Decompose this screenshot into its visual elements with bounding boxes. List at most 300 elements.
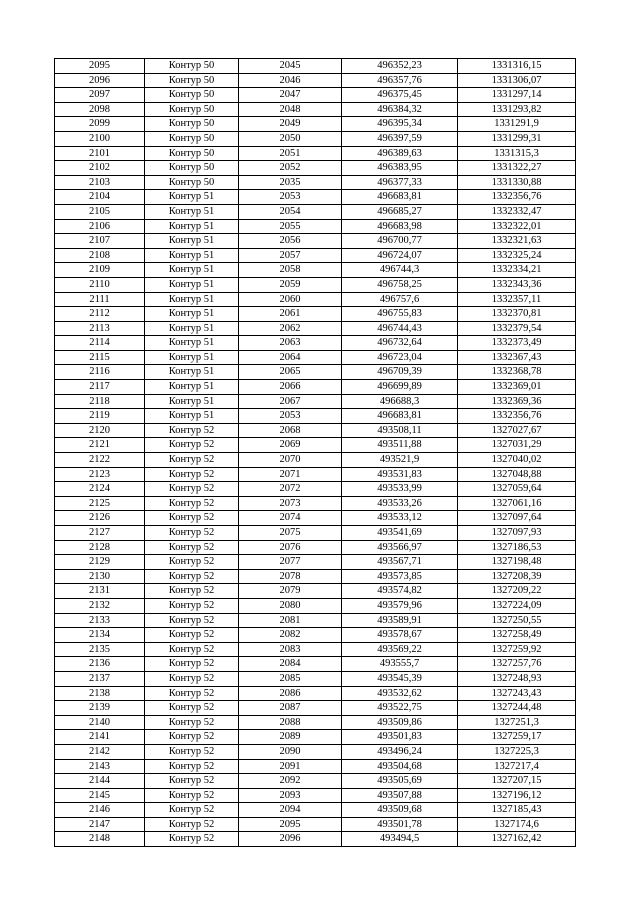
x-coordinate-cell: 493508,11 (342, 423, 458, 438)
x-coordinate-cell: 496683,81 (342, 409, 458, 424)
row-number-cell: 2128 (55, 540, 145, 555)
table-row (55, 482, 576, 497)
row-number-cell: 2120 (55, 423, 145, 438)
contour-cell: Контур 52 (145, 759, 239, 774)
contour-cell: Контур 52 (145, 598, 239, 613)
row-number-cell: 2143 (55, 759, 145, 774)
contour-cell: Контур 50 (145, 146, 239, 161)
point-number-cell: 2080 (239, 598, 342, 613)
table-row (55, 117, 576, 132)
point-number-cell: 2071 (239, 467, 342, 482)
x-coordinate-cell: 493579,96 (342, 598, 458, 613)
contour-cell: Контур 51 (145, 336, 239, 351)
row-number-cell: 2122 (55, 453, 145, 468)
y-coordinate-cell: 1331293,82 (458, 102, 576, 117)
contour-cell: Контур 52 (145, 803, 239, 818)
table-row (55, 307, 576, 322)
table-row (55, 350, 576, 365)
contour-cell: Контур 52 (145, 628, 239, 643)
x-coordinate-cell: 493509,86 (342, 715, 458, 730)
row-number-cell: 2115 (55, 350, 145, 365)
point-number-cell: 2094 (239, 803, 342, 818)
table-row (55, 336, 576, 351)
y-coordinate-cell: 1327097,93 (458, 526, 576, 541)
contour-cell: Контур 52 (145, 423, 239, 438)
table-row (55, 584, 576, 599)
table-row (55, 131, 576, 146)
contour-cell: Контур 50 (145, 59, 239, 74)
y-coordinate-cell: 1332343,36 (458, 277, 576, 292)
row-number-cell: 2130 (55, 569, 145, 584)
table-row (55, 190, 576, 205)
table-row (55, 292, 576, 307)
point-number-cell: 2066 (239, 380, 342, 395)
point-number-cell: 2069 (239, 438, 342, 453)
row-number-cell: 2117 (55, 380, 145, 395)
y-coordinate-cell: 1327224,09 (458, 598, 576, 613)
y-coordinate-cell: 1327174,6 (458, 817, 576, 832)
row-number-cell: 2114 (55, 336, 145, 351)
x-coordinate-cell: 496699,89 (342, 380, 458, 395)
point-number-cell: 2064 (239, 350, 342, 365)
point-number-cell: 2053 (239, 190, 342, 205)
x-coordinate-cell: 493566,97 (342, 540, 458, 555)
y-coordinate-cell: 1332367,43 (458, 350, 576, 365)
row-number-cell: 2134 (55, 628, 145, 643)
y-coordinate-cell: 1332325,24 (458, 248, 576, 263)
point-number-cell: 2096 (239, 832, 342, 847)
row-number-cell: 2110 (55, 277, 145, 292)
x-coordinate-cell: 493533,12 (342, 511, 458, 526)
table-row (55, 526, 576, 541)
y-coordinate-cell: 1331299,31 (458, 131, 576, 146)
point-number-cell: 2072 (239, 482, 342, 497)
contour-cell: Контур 51 (145, 248, 239, 263)
x-coordinate-cell: 496700,77 (342, 234, 458, 249)
contour-cell: Контур 52 (145, 438, 239, 453)
x-coordinate-cell: 496352,23 (342, 59, 458, 74)
contour-cell: Контур 51 (145, 321, 239, 336)
row-number-cell: 2124 (55, 482, 145, 497)
y-coordinate-cell: 1327027,67 (458, 423, 576, 438)
contour-cell: Контур 52 (145, 715, 239, 730)
contour-cell: Контур 51 (145, 190, 239, 205)
y-coordinate-cell: 1327244,48 (458, 701, 576, 716)
y-coordinate-cell: 1332357,11 (458, 292, 576, 307)
point-number-cell: 2060 (239, 292, 342, 307)
table-row (55, 88, 576, 103)
point-number-cell: 2052 (239, 161, 342, 176)
table-row (55, 598, 576, 613)
row-number-cell: 2123 (55, 467, 145, 482)
contour-cell: Контур 52 (145, 832, 239, 847)
table-row (55, 628, 576, 643)
y-coordinate-cell: 1327162,42 (458, 832, 576, 847)
row-number-cell: 2136 (55, 657, 145, 672)
contour-cell: Контур 51 (145, 409, 239, 424)
x-coordinate-cell: 496389,63 (342, 146, 458, 161)
contour-cell: Контур 50 (145, 117, 239, 132)
y-coordinate-cell: 1327196,12 (458, 788, 576, 803)
table-row (55, 803, 576, 818)
y-coordinate-cell: 1327059,64 (458, 482, 576, 497)
contour-cell: Контур 50 (145, 161, 239, 176)
x-coordinate-cell: 496723,04 (342, 350, 458, 365)
contour-cell: Контур 50 (145, 73, 239, 88)
x-coordinate-cell: 493501,83 (342, 730, 458, 745)
x-coordinate-cell: 496383,95 (342, 161, 458, 176)
table-row (55, 671, 576, 686)
contour-cell: Контур 51 (145, 204, 239, 219)
row-number-cell: 2125 (55, 496, 145, 511)
point-number-cell: 2055 (239, 219, 342, 234)
x-coordinate-cell: 493574,82 (342, 584, 458, 599)
x-coordinate-cell: 496688,3 (342, 394, 458, 409)
x-coordinate-cell: 496377,33 (342, 175, 458, 190)
x-coordinate-cell: 496758,25 (342, 277, 458, 292)
y-coordinate-cell: 1327251,3 (458, 715, 576, 730)
table-row (55, 102, 576, 117)
table-row (55, 438, 576, 453)
contour-cell: Контур 52 (145, 701, 239, 716)
row-number-cell: 2142 (55, 744, 145, 759)
table-row (55, 657, 576, 672)
table-row (55, 701, 576, 716)
point-number-cell: 2086 (239, 686, 342, 701)
point-number-cell: 2067 (239, 394, 342, 409)
row-number-cell: 2132 (55, 598, 145, 613)
point-number-cell: 2046 (239, 73, 342, 88)
x-coordinate-cell: 496395,34 (342, 117, 458, 132)
table-row (55, 467, 576, 482)
row-number-cell: 2095 (55, 59, 145, 74)
y-coordinate-cell: 1332373,49 (458, 336, 576, 351)
row-number-cell: 2147 (55, 817, 145, 832)
y-coordinate-cell: 1332322,01 (458, 219, 576, 234)
point-number-cell: 2050 (239, 131, 342, 146)
y-coordinate-cell: 1327217,4 (458, 759, 576, 774)
point-number-cell: 2074 (239, 511, 342, 526)
x-coordinate-cell: 496397,59 (342, 131, 458, 146)
table-row (55, 219, 576, 234)
contour-cell: Контур 51 (145, 234, 239, 249)
table-row (55, 277, 576, 292)
contour-cell: Контур 52 (145, 788, 239, 803)
x-coordinate-cell: 496375,45 (342, 88, 458, 103)
row-number-cell: 2139 (55, 701, 145, 716)
row-number-cell: 2108 (55, 248, 145, 263)
row-number-cell: 2106 (55, 219, 145, 234)
y-coordinate-cell: 1327198,48 (458, 555, 576, 570)
table-row (55, 380, 576, 395)
row-number-cell: 2102 (55, 161, 145, 176)
table-row (55, 263, 576, 278)
point-number-cell: 2048 (239, 102, 342, 117)
point-number-cell: 2078 (239, 569, 342, 584)
y-coordinate-cell: 1327061,16 (458, 496, 576, 511)
row-number-cell: 2131 (55, 584, 145, 599)
table-row (55, 175, 576, 190)
x-coordinate-cell: 493533,26 (342, 496, 458, 511)
y-coordinate-cell: 1331297,14 (458, 88, 576, 103)
contour-cell: Контур 51 (145, 394, 239, 409)
point-number-cell: 2082 (239, 628, 342, 643)
contour-cell: Контур 50 (145, 175, 239, 190)
point-number-cell: 2093 (239, 788, 342, 803)
x-coordinate-cell: 493521,9 (342, 453, 458, 468)
contour-cell: Контур 52 (145, 482, 239, 497)
x-coordinate-cell: 493504,68 (342, 759, 458, 774)
point-number-cell: 2089 (239, 730, 342, 745)
contour-cell: Контур 52 (145, 496, 239, 511)
contour-cell: Контур 52 (145, 569, 239, 584)
row-number-cell: 2118 (55, 394, 145, 409)
table-row (55, 453, 576, 468)
row-number-cell: 2126 (55, 511, 145, 526)
point-number-cell: 2045 (239, 59, 342, 74)
row-number-cell: 2121 (55, 438, 145, 453)
table-row (55, 248, 576, 263)
table-row (55, 59, 576, 74)
table-body (55, 59, 576, 847)
contour-cell: Контур 50 (145, 102, 239, 117)
row-number-cell: 2096 (55, 73, 145, 88)
row-number-cell: 2101 (55, 146, 145, 161)
row-number-cell: 2140 (55, 715, 145, 730)
y-coordinate-cell: 1327207,15 (458, 774, 576, 789)
x-coordinate-cell: 496709,39 (342, 365, 458, 380)
contour-cell: Контур 52 (145, 511, 239, 526)
x-coordinate-cell: 493545,39 (342, 671, 458, 686)
y-coordinate-cell: 1331291,9 (458, 117, 576, 132)
row-number-cell: 2141 (55, 730, 145, 745)
table-row (55, 321, 576, 336)
contour-cell: Контур 51 (145, 263, 239, 278)
y-coordinate-cell: 1332370,81 (458, 307, 576, 322)
contour-cell: Контур 52 (145, 817, 239, 832)
table-row (55, 409, 576, 424)
x-coordinate-cell: 496744,43 (342, 321, 458, 336)
x-coordinate-cell: 493567,71 (342, 555, 458, 570)
x-coordinate-cell: 496683,81 (342, 190, 458, 205)
y-coordinate-cell: 1327185,43 (458, 803, 576, 818)
point-number-cell: 2058 (239, 263, 342, 278)
table-row (55, 832, 576, 847)
table-row (55, 744, 576, 759)
row-number-cell: 2099 (55, 117, 145, 132)
row-number-cell: 2144 (55, 774, 145, 789)
x-coordinate-cell: 493522,75 (342, 701, 458, 716)
table-row (55, 569, 576, 584)
y-coordinate-cell: 1331330,88 (458, 175, 576, 190)
row-number-cell: 2129 (55, 555, 145, 570)
table-row (55, 730, 576, 745)
x-coordinate-cell: 493531,83 (342, 467, 458, 482)
contour-cell: Контур 51 (145, 365, 239, 380)
x-coordinate-cell: 493501,78 (342, 817, 458, 832)
x-coordinate-cell: 496683,98 (342, 219, 458, 234)
x-coordinate-cell: 493505,69 (342, 774, 458, 789)
row-number-cell: 2109 (55, 263, 145, 278)
point-number-cell: 2061 (239, 307, 342, 322)
row-number-cell: 2104 (55, 190, 145, 205)
y-coordinate-cell: 1327259,17 (458, 730, 576, 745)
point-number-cell: 2077 (239, 555, 342, 570)
y-coordinate-cell: 1331306,07 (458, 73, 576, 88)
table-row (55, 642, 576, 657)
row-number-cell: 2100 (55, 131, 145, 146)
x-coordinate-cell: 496724,07 (342, 248, 458, 263)
row-number-cell: 2145 (55, 788, 145, 803)
point-number-cell: 2059 (239, 277, 342, 292)
y-coordinate-cell: 1332321,63 (458, 234, 576, 249)
y-coordinate-cell: 1332332,47 (458, 204, 576, 219)
y-coordinate-cell: 1332368,78 (458, 365, 576, 380)
x-coordinate-cell: 493494,5 (342, 832, 458, 847)
y-coordinate-cell: 1332356,76 (458, 409, 576, 424)
row-number-cell: 2098 (55, 102, 145, 117)
point-number-cell: 2092 (239, 774, 342, 789)
x-coordinate-cell: 493511,88 (342, 438, 458, 453)
contour-cell: Контур 50 (145, 88, 239, 103)
table-row (55, 204, 576, 219)
point-number-cell: 2056 (239, 234, 342, 249)
row-number-cell: 2116 (55, 365, 145, 380)
point-number-cell: 2079 (239, 584, 342, 599)
x-coordinate-cell: 493569,22 (342, 642, 458, 657)
contour-cell: Контур 52 (145, 686, 239, 701)
point-number-cell: 2053 (239, 409, 342, 424)
contour-cell: Контур 51 (145, 307, 239, 322)
row-number-cell: 2138 (55, 686, 145, 701)
contour-cell: Контур 51 (145, 277, 239, 292)
contour-cell: Контур 52 (145, 467, 239, 482)
contour-cell: Контур 50 (145, 131, 239, 146)
x-coordinate-cell: 493496,24 (342, 744, 458, 759)
y-coordinate-cell: 1327097,64 (458, 511, 576, 526)
row-number-cell: 2137 (55, 671, 145, 686)
contour-cell: Контур 51 (145, 292, 239, 307)
x-coordinate-cell: 493589,91 (342, 613, 458, 628)
x-coordinate-cell: 493509,68 (342, 803, 458, 818)
row-number-cell: 2127 (55, 526, 145, 541)
y-coordinate-cell: 1332334,21 (458, 263, 576, 278)
table-row (55, 423, 576, 438)
x-coordinate-cell: 496384,32 (342, 102, 458, 117)
y-coordinate-cell: 1327186,53 (458, 540, 576, 555)
table-row (55, 774, 576, 789)
contour-cell: Контур 52 (145, 730, 239, 745)
point-number-cell: 2068 (239, 423, 342, 438)
point-number-cell: 2087 (239, 701, 342, 716)
contour-cell: Контур 51 (145, 219, 239, 234)
x-coordinate-cell: 493573,85 (342, 569, 458, 584)
row-number-cell: 2097 (55, 88, 145, 103)
y-coordinate-cell: 1327257,76 (458, 657, 576, 672)
y-coordinate-cell: 1327259,92 (458, 642, 576, 657)
x-coordinate-cell: 493555,7 (342, 657, 458, 672)
table-row (55, 555, 576, 570)
point-number-cell: 2063 (239, 336, 342, 351)
row-number-cell: 2112 (55, 307, 145, 322)
table-row (55, 394, 576, 409)
contour-cell: Контур 52 (145, 555, 239, 570)
row-number-cell: 2146 (55, 803, 145, 818)
y-coordinate-cell: 1327250,55 (458, 613, 576, 628)
contour-cell: Контур 51 (145, 380, 239, 395)
table-row (55, 715, 576, 730)
contour-cell: Контур 52 (145, 526, 239, 541)
table-row (55, 234, 576, 249)
point-number-cell: 2076 (239, 540, 342, 555)
x-coordinate-cell: 496357,76 (342, 73, 458, 88)
point-number-cell: 2084 (239, 657, 342, 672)
x-coordinate-cell: 493578,67 (342, 628, 458, 643)
x-coordinate-cell: 496757,6 (342, 292, 458, 307)
contour-cell: Контур 52 (145, 774, 239, 789)
x-coordinate-cell: 496685,27 (342, 204, 458, 219)
contour-cell: Контур 51 (145, 350, 239, 365)
table-row (55, 73, 576, 88)
contour-cell: Контур 52 (145, 540, 239, 555)
contour-cell: Контур 52 (145, 642, 239, 657)
row-number-cell: 2148 (55, 832, 145, 847)
table-row (55, 686, 576, 701)
y-coordinate-cell: 1327031,29 (458, 438, 576, 453)
contour-cell: Контур 52 (145, 584, 239, 599)
point-number-cell: 2062 (239, 321, 342, 336)
contour-cell: Контур 52 (145, 453, 239, 468)
table-row (55, 817, 576, 832)
y-coordinate-cell: 1327048,88 (458, 467, 576, 482)
point-number-cell: 2085 (239, 671, 342, 686)
contour-cell: Контур 52 (145, 671, 239, 686)
x-coordinate-cell: 493532,62 (342, 686, 458, 701)
table-row (55, 540, 576, 555)
y-coordinate-cell: 1332356,76 (458, 190, 576, 205)
table-row (55, 365, 576, 380)
point-number-cell: 2083 (239, 642, 342, 657)
contour-cell: Контур 52 (145, 657, 239, 672)
x-coordinate-cell: 496732,64 (342, 336, 458, 351)
point-number-cell: 2051 (239, 146, 342, 161)
table-row (55, 161, 576, 176)
y-coordinate-cell: 1327243,43 (458, 686, 576, 701)
point-number-cell: 2065 (239, 365, 342, 380)
row-number-cell: 2133 (55, 613, 145, 628)
y-coordinate-cell: 1327209,22 (458, 584, 576, 599)
y-coordinate-cell: 1327225,3 (458, 744, 576, 759)
y-coordinate-cell: 1327248,93 (458, 671, 576, 686)
point-number-cell: 2081 (239, 613, 342, 628)
y-coordinate-cell: 1332369,01 (458, 380, 576, 395)
row-number-cell: 2119 (55, 409, 145, 424)
coordinates-table (54, 58, 576, 847)
point-number-cell: 2070 (239, 453, 342, 468)
y-coordinate-cell: 1332379,54 (458, 321, 576, 336)
point-number-cell: 2049 (239, 117, 342, 132)
point-number-cell: 2047 (239, 88, 342, 103)
table-row (55, 759, 576, 774)
row-number-cell: 2107 (55, 234, 145, 249)
x-coordinate-cell: 493541,69 (342, 526, 458, 541)
y-coordinate-cell: 1332369,36 (458, 394, 576, 409)
point-number-cell: 2054 (239, 204, 342, 219)
x-coordinate-cell: 493507,88 (342, 788, 458, 803)
y-coordinate-cell: 1331315,3 (458, 146, 576, 161)
contour-cell: Контур 52 (145, 613, 239, 628)
y-coordinate-cell: 1327040,02 (458, 453, 576, 468)
